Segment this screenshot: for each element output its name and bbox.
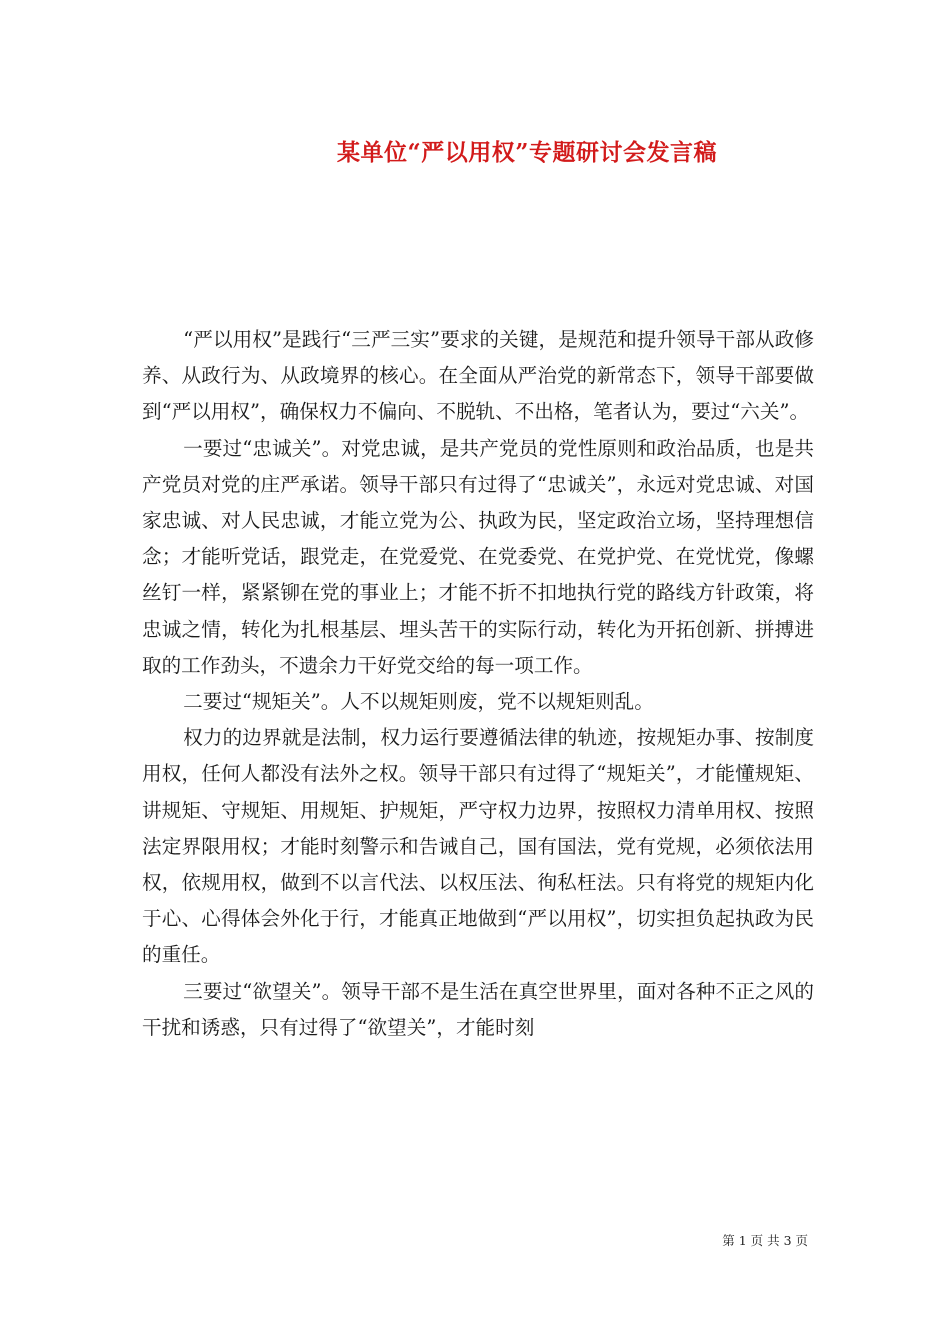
paragraph-desire: 三要过“欲望关”。领导干部不是生活在真空世界里，面对各种不正之风的干扰和诱惑，只有过得了“欲望关”，才能时刻 — [142, 979, 814, 1039]
document-title: 某单位“严以用权”专题研讨会发言稿 — [337, 139, 717, 166]
paragraph-loyalty: 一要过“忠诚关”。对党忠诚，是共产党员的党性原则和政治品质，也是共产党员对党的庄严承诺。领导干部只有过得了“忠诚关”，永远对党忠诚、对国家忠诚、对人民忠诚，才能立党为公、执政为民，坚定政治立场，坚持理想信念；才能听党话，跟党走，在党爱党、在党委党、在党护党、在党忧党，像螺丝钉一样，紧紧铆在党的事业上；才能不折不扣地执行党的路线方针政策，将忠诚之情，转化为扎根基层、埋头苦干的实际行动，转化为开拓创新、拼搏进取的工作劲头，不遗余力干好党交给的每一项工作。 — [142, 436, 814, 677]
paragraph-intro: “严以用权”是践行“三严三实”要求的关键，是规范和提升领导干部从政修养、从政行为、从政境界的核心。在全面从严治党的新常态下，领导干部要做到“严以用权”，确保权力不偏向、不脱轨、不出格，笔者认为，要过“六关”。 — [142, 328, 814, 424]
page-number-footer: 第 1 页 共 3 页 — [722, 1233, 808, 1248]
document-body — [142, 322, 814, 1046]
paragraph-power-boundary: 权力的边界就是法制，权力运行要遵循法律的轨迹，按规矩办事、按制度用权，任何人都没有法外之权。领导干部只有过得了“规矩关”，才能懂规矩、讲规矩、守规矩、用规矩、护规矩，严守权力边界，按照权力清单用权、按照法定界限用权；才能时刻警示和告诫自己，国有国法，党有党规，必须依法用权，依规用权，做到不以言代法、以权压法、徇私枉法。只有将党的规矩内化于心、心得体会外化于行，才能真正地做到“严以用权”，切实担负起执政为民的重任。 — [142, 726, 814, 967]
paragraph-rules: 二要过“规矩关”。人不以规矩则废，党不以规矩则乱。 — [183, 690, 654, 714]
